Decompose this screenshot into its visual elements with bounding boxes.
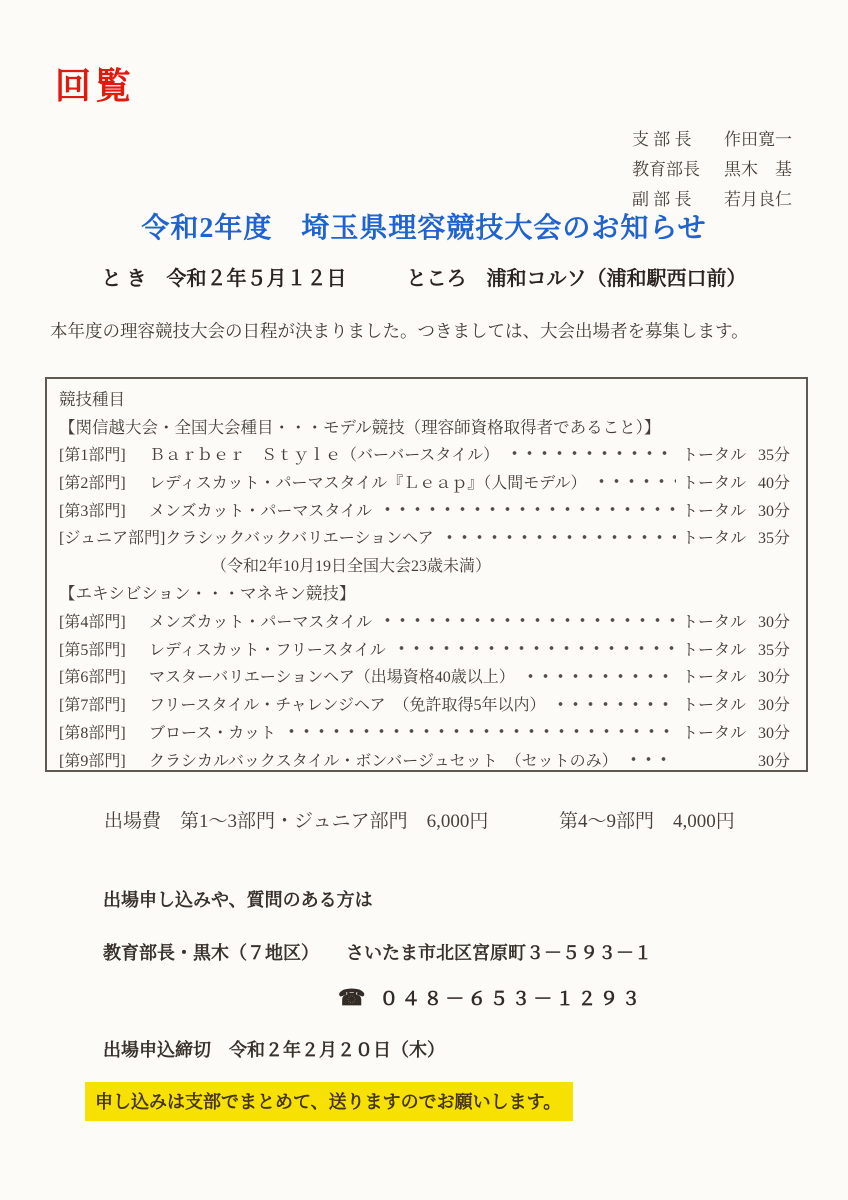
dot-leader [394, 644, 676, 652]
dot-leader [442, 533, 676, 541]
dot-leader [380, 616, 676, 624]
event-desc: クラシカルバックスタイル・ボンバージュセット （セットのみ） [149, 752, 618, 770]
phone-number: ０４８－６５３－１２９３ [379, 989, 644, 1010]
event-total-label: トータル [681, 669, 746, 687]
junior-note: （令和2年10月19日全国大会23歳未満） [211, 558, 492, 576]
event-time [680, 748, 790, 771]
event-tag: [第1部門] [59, 446, 126, 464]
event-time [680, 442, 790, 465]
telephone-icon: ☎ [338, 984, 366, 1010]
event-total-label: トータル [681, 641, 746, 659]
official-title: 教育部長 [632, 159, 700, 179]
dot-leader [553, 700, 676, 708]
official-name: 黒木 基 [724, 159, 792, 179]
contact-intro: 出場申し込みや、質問のある方は [103, 890, 373, 910]
event-row [59, 606, 790, 634]
event-row [59, 440, 790, 468]
event-minutes: 30分 [757, 613, 790, 631]
event-total-label: トータル [681, 724, 746, 742]
event-minutes: 30分 [757, 752, 790, 770]
official-title: 支 部 長 [632, 129, 692, 149]
event-time [680, 498, 790, 521]
event-tag: [第3部門] [59, 502, 126, 520]
event-time [680, 692, 790, 715]
official-row [632, 122, 792, 152]
official-row [632, 152, 792, 182]
event-row [59, 745, 790, 773]
event-desc: ブロース・カット [149, 724, 277, 742]
competition-events-box [45, 377, 808, 772]
dot-leader [380, 505, 676, 513]
event-desc: レディスカット・フリースタイル [149, 641, 386, 659]
event-tag: [第5部門] [59, 641, 126, 659]
event-desc: マスターバリエーションヘア（出場資格40歳以上） [149, 669, 515, 687]
event-minutes: 30分 [757, 669, 790, 687]
event-time [680, 637, 790, 660]
event-desc: メンズカット・パーマスタイル [149, 502, 373, 520]
event-row [59, 634, 790, 662]
date-venue-line: と き 令和２年５月１２日 ところ 浦和コルソ（浦和駅西口前） [101, 268, 747, 290]
intro-text: 本年度の理容競技大会の日程が決まりました。つきましては、大会出場者を募集します。 [50, 321, 749, 341]
application-deadline: 出場申込締切 令和２年２月２０日（木） [103, 1040, 445, 1060]
event-tag: [第8部門] [59, 724, 126, 742]
event-total-label: トータル [681, 697, 746, 715]
circulation-stamp: 回覧 [55, 66, 136, 106]
event-minutes: 40分 [757, 474, 790, 492]
event-tag: [第2部門] [59, 474, 126, 492]
event-row [59, 523, 790, 551]
event-desc: フリースタイル・チャレンジヘア （免許取得5年以内） [149, 697, 546, 715]
event-tag: [第7部門] [59, 697, 126, 715]
event-desc: クラシックバックバリエーションヘア [165, 530, 434, 548]
event-minutes: 35分 [757, 641, 790, 659]
event-time [680, 470, 790, 493]
event-tag: [第9部門] [59, 752, 126, 770]
section-header-model: 【関信越大会・全国大会種目・・・モデル競技（理容師資格取得者であること）】 [59, 417, 661, 437]
event-total-label: トータル [681, 613, 746, 631]
dot-leader [507, 449, 676, 457]
event-desc: レディスカット・パーマスタイル『Ｌｅａｐ』（人間モデル） [149, 474, 587, 492]
event-row [59, 467, 790, 495]
section-header-exhibition: 【エキシビション・・・マネキン競技】 [59, 584, 356, 604]
highlighted-note: 申し込みは支部でまとめて、送りますのでお願いします。 [85, 1082, 573, 1121]
event-row [59, 495, 790, 523]
event-time [680, 609, 790, 632]
event-row [59, 718, 790, 746]
event-desc: メンズカット・パーマスタイル [149, 613, 373, 631]
page-title: 令和2年度 埼玉県理容競技大会のお知らせ [141, 213, 707, 244]
official-name: 作田寛一 [724, 129, 792, 149]
dot-leader [594, 477, 676, 485]
dot-leader [626, 755, 676, 763]
official-title: 副 部 長 [632, 189, 692, 209]
entry-fee-groups-1-3: 出場費 第1～3部門・ジュニア部門 6,000円 [104, 811, 489, 832]
event-time [680, 525, 790, 548]
event-total-label: トータル [681, 446, 746, 464]
event-row [59, 690, 790, 718]
dot-leader [523, 672, 676, 680]
event-desc: Ｂａｒｂｅｒ Ｓｔｙｌｅ（バーバースタイル） [149, 446, 500, 464]
event-time [680, 664, 790, 687]
events-box-title: 競技種目 [59, 389, 125, 409]
phone-line [338, 984, 643, 1011]
contact-address: 教育部長・黒木（７地区） さいたま市北区宮原町３－５９３－１ [103, 943, 652, 963]
event-row [59, 662, 790, 690]
event-minutes: 30分 [757, 724, 790, 742]
event-minutes: 30分 [757, 697, 790, 715]
event-total-label: トータル [681, 502, 746, 520]
dot-leader [284, 727, 676, 735]
event-tag: [第4部門] [59, 613, 126, 631]
entry-fee-groups-4-9: 第4～9部門 4,000円 [559, 811, 735, 832]
event-minutes: 30分 [757, 502, 790, 520]
event-minutes: 35分 [757, 530, 790, 548]
event-total-label: トータル [681, 474, 746, 492]
event-total-label: トータル [681, 530, 746, 548]
event-minutes: 35分 [757, 446, 790, 464]
event-time [680, 720, 790, 743]
officials-block [632, 122, 792, 212]
event-tag: [ジュニア部門] [59, 530, 166, 548]
event-tag: [第6部門] [59, 669, 126, 687]
official-name: 若月良仁 [724, 189, 792, 209]
